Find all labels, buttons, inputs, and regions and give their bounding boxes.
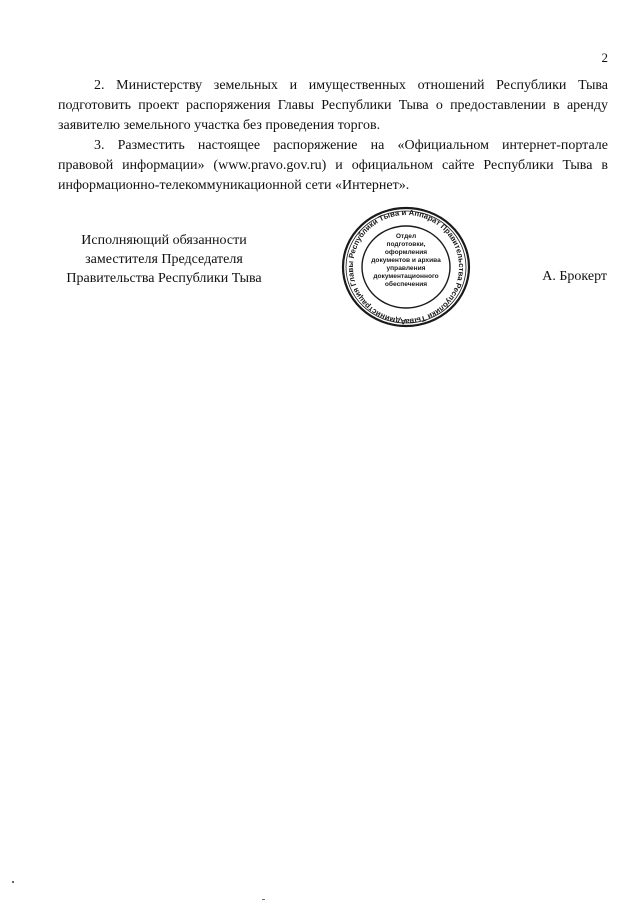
seal-inner-line: управления: [386, 265, 426, 272]
paragraph-3: 3. Разместить настоящее распоряжение на «Официальном интернет-портале правовой информации» (www.pravo.gov.ru) и официальном сайте Республики Тыва в информационно-телекоммуникационной сети «Интернет».: [58, 138, 608, 193]
signatory-position-line: заместителя Председателя: [85, 252, 243, 267]
seal-inner-line: Отдел: [395, 233, 417, 240]
signatory-name: А. Брокерт: [542, 269, 607, 284]
seal-inner-line: оформления: [384, 249, 428, 256]
document-body: [58, 76, 608, 196]
seal-outer-text: Администрация Главы Республики Тыва и Аппарат Правительства Республики Тыва: [345, 207, 467, 327]
paragraph-2: 2. Министерству земельных и имущественных отношений Республики Тыва подготовить проект распоряжения Главы Республики Тыва о предоставлении в аренду заявителю земельного участка без проведения торгов.: [58, 78, 608, 133]
signatory-position: [58, 231, 270, 288]
official-seal: [339, 205, 473, 331]
scan-speck: [262, 899, 265, 900]
seal-inner-line: обеспечения: [384, 281, 428, 288]
seal-inner-line: подготовки,: [386, 241, 426, 248]
page-number: 2: [601, 50, 608, 65]
signatory-position-line: Правительства Республики Тыва: [66, 271, 262, 286]
seal-inner-line: документов и архива: [371, 257, 441, 264]
scan-speck: [12, 881, 14, 883]
signatory-position-line: Исполняющий обязанности: [81, 233, 247, 248]
seal-inner-line: документационного: [373, 273, 439, 280]
